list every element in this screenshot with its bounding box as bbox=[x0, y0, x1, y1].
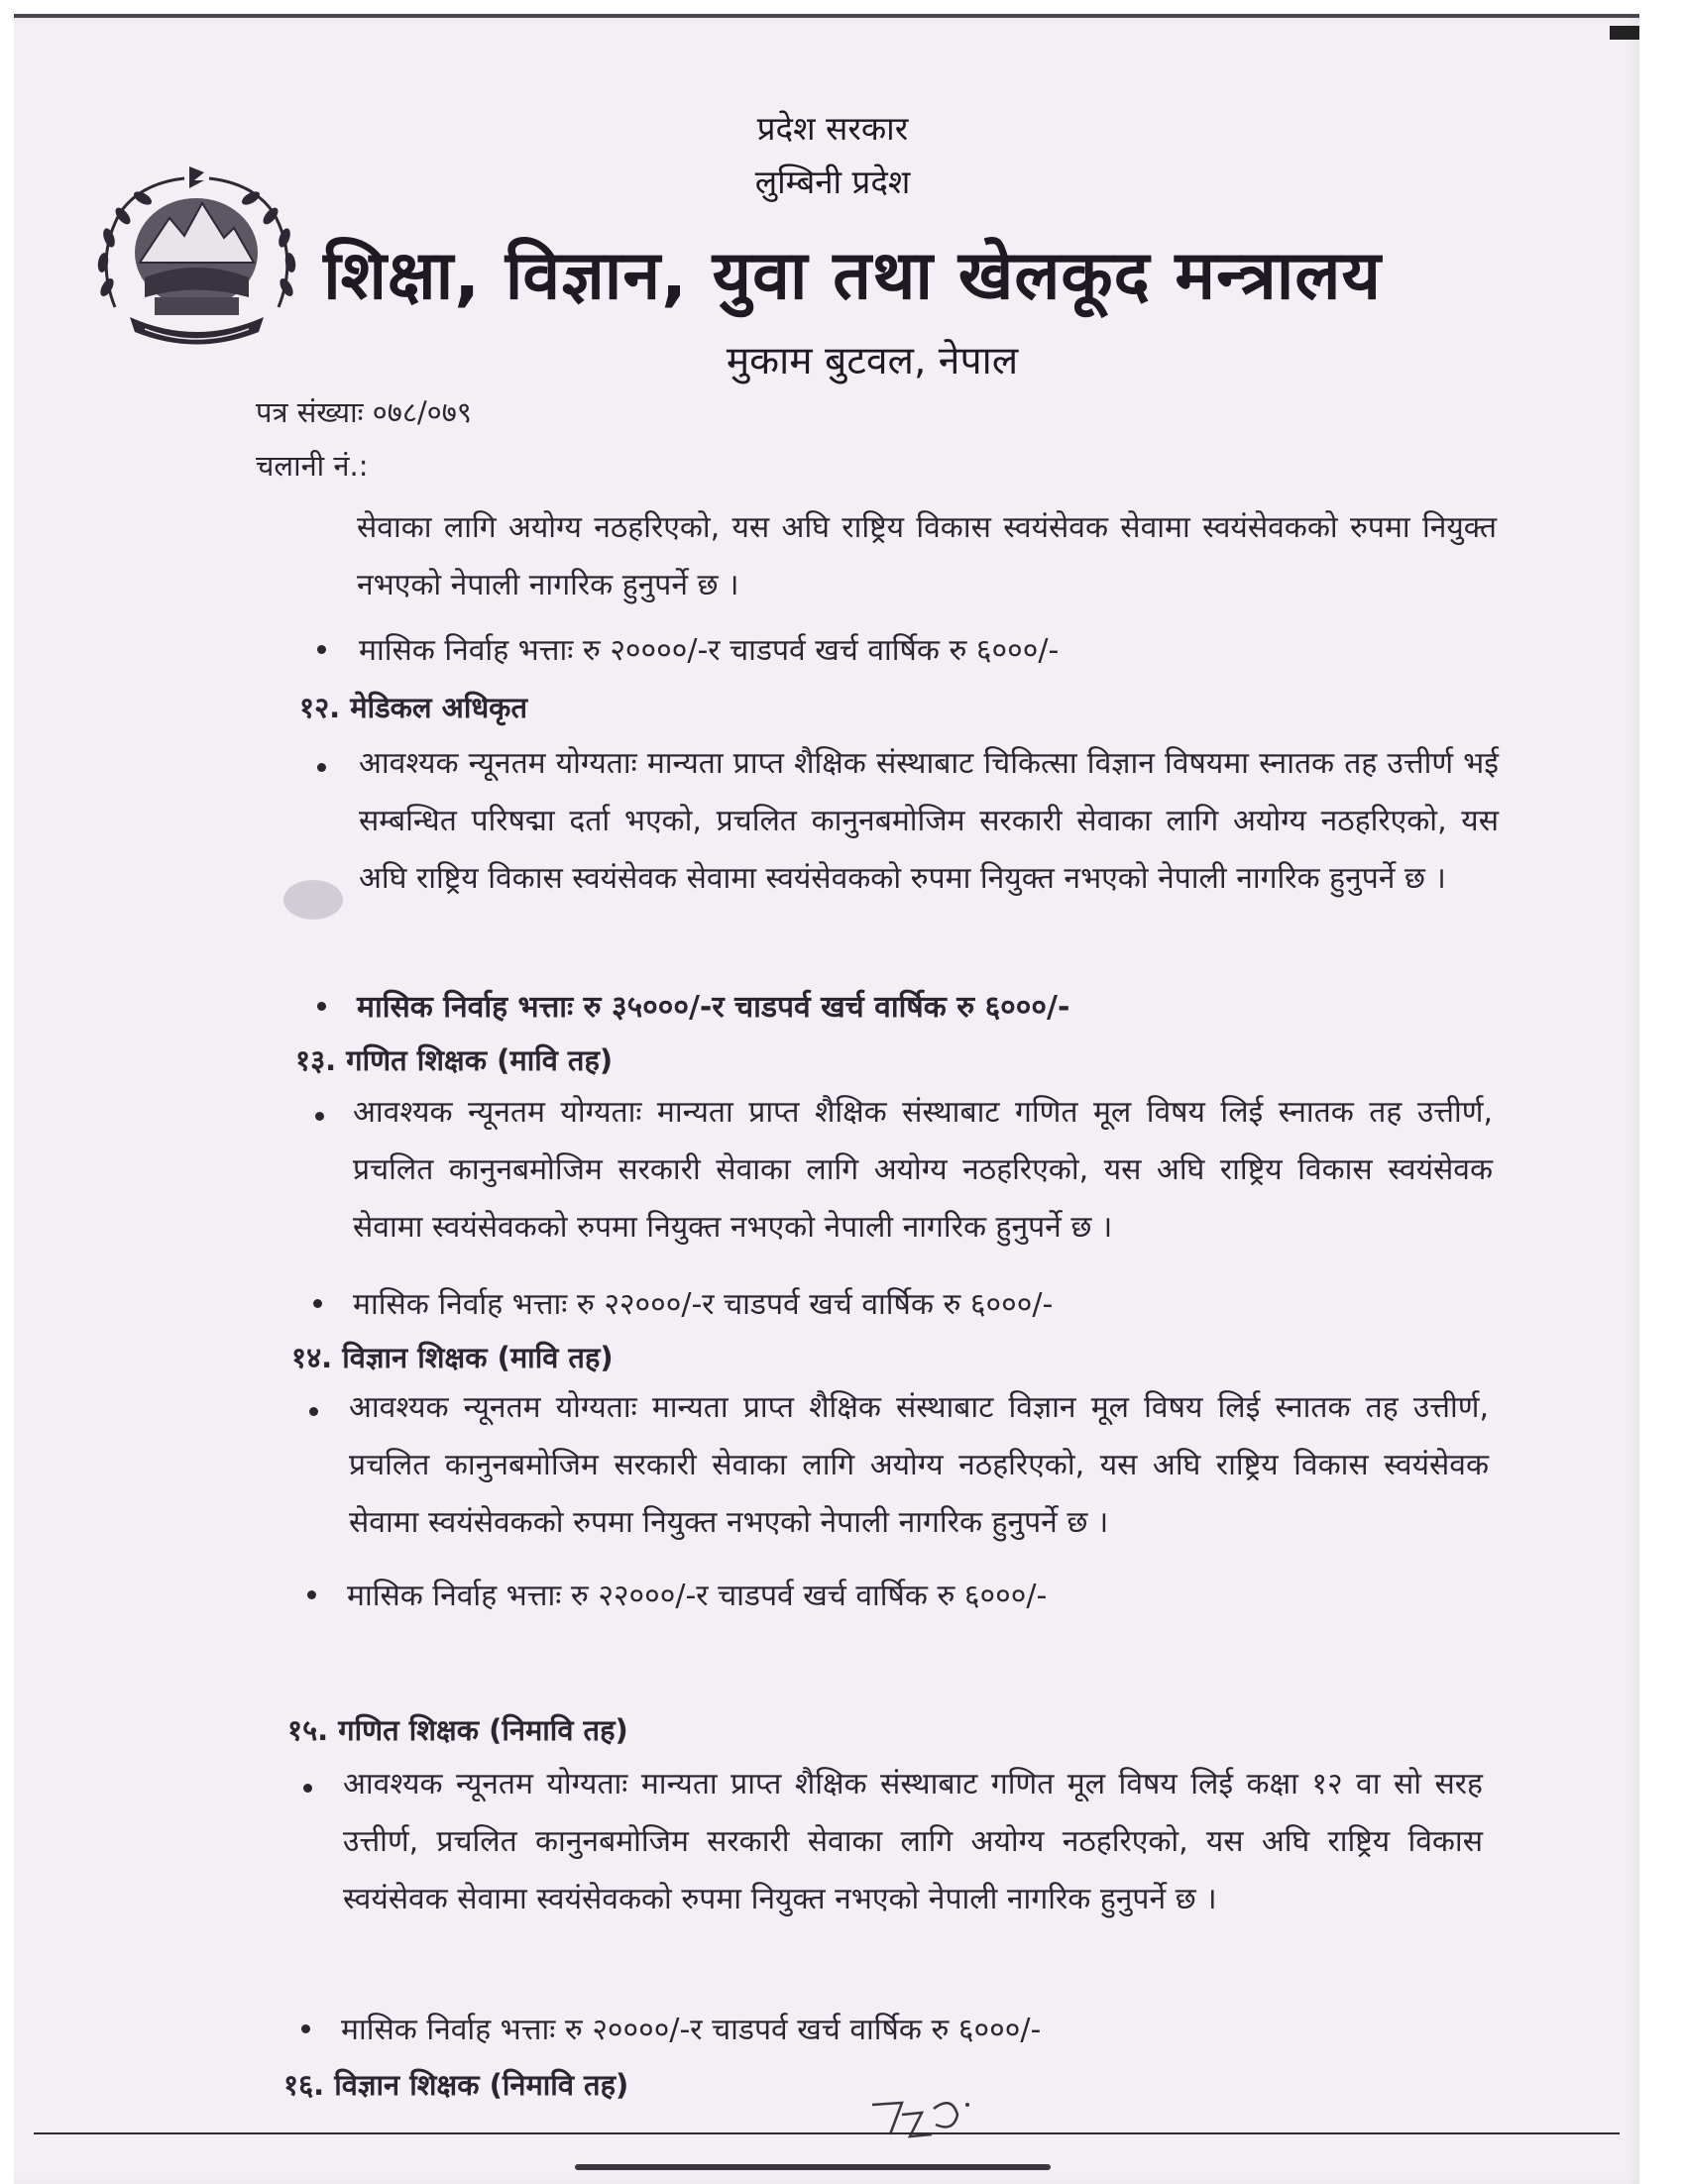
allowance-line: मासिक निर्वाह भत्ताः रु २२०००/-र चाडपर्व खर्च वार्षिक रु ६०००/- bbox=[353, 1287, 1054, 1322]
section-heading-15: १५. गणित शिक्षक (निमावि तह) bbox=[287, 1713, 628, 1747]
government-label: प्रदेश सरकार bbox=[756, 109, 909, 148]
section-qualification-13: आवश्यक न्यूनतम योग्यताः मान्यता प्राप्त शैक्षिक संस्थाबाट गणित मूल विषय लिई स्नातक तह उत्तीर्ण, प्रचलित कानुनबमोजिम सरकारी सेवाका लागि अयोग्य नठहरिएको, यस अघि राष्ट्रिय विकास स्वयंसेवक सेवामा स्वयंसेवकको रुपमा नियुक्त नभएको नेपाली नागरिक हुनुपर्ने छ । bbox=[353, 1095, 1493, 1245]
province-label: लुम्बिनी प्रदेश bbox=[754, 163, 911, 201]
section-qualification-15: आवश्यक न्यूनतम योग्यताः मान्यता प्राप्त शैक्षिक संस्थाबाट गणित मूल विषय लिई कक्षा १२ वा सो सरह उत्तीर्ण, प्रचलित कानुनबमोजिम सरकारी सेवाका लागि अयोग्य नठहरिएको, यस अघि राष्ट्रिय विकास स्वयंसेवक सेवामा स्वयंसेवकको रुपमा नियुक्त नभएको नेपाली नागरिक हुनुपर्ने छ । bbox=[343, 1767, 1483, 1916]
allowance-line: मासिक निर्वाह भत्ताः रु २२०००/-र चाडपर्व खर्च वार्षिक रु ६०००/- bbox=[347, 1579, 1048, 1613]
office-location: मुकाम बुटवल, नेपाल bbox=[726, 339, 1019, 383]
ministry-title: शिक्षा, विज्ञान, युवा तथा खेलकूद मन्त्रालय bbox=[323, 237, 1382, 315]
bullet bbox=[307, 1590, 316, 1599]
section-qualification-12: आवश्यक न्यूनतम योग्यताः मान्यता प्राप्त शैक्षिक संस्थाबाट चिकित्सा विज्ञान विषयमा स्नातक तह उत्तीर्ण भई सम्बन्धित परिषद्मा दर्ता भएको, प्रचलित कानुनबमोजिम सरकारी सेवाका लागि अयोग्य नठहरिएको, यस अघि राष्ट्रिय विकास स्वयंसेवक सेवामा स्वयंसेवकको रुपमा नियुक्त नभएको नेपाली नागरिक हुनुपर्ने छ । bbox=[359, 746, 1499, 896]
bullet bbox=[313, 1299, 322, 1308]
footer-rule bbox=[34, 2132, 1620, 2134]
allowance-line: मासिक निर्वाह भत्ताः रु ३५०००/-र चाडपर्व खर्च वार्षिक रु ६०००/- bbox=[357, 990, 1070, 1025]
section-heading-12: १२. मेडिकल अधिकृत bbox=[299, 691, 527, 724]
bullet bbox=[303, 1784, 312, 1793]
scan-edge-mark bbox=[1610, 26, 1639, 40]
letter-number: पत्र संख्याः ०७८/०७९ bbox=[256, 395, 472, 429]
handwritten-initials bbox=[862, 2085, 1011, 2144]
scan-smudge bbox=[283, 880, 343, 920]
section-heading-16: १६. विज्ञान शिक्षक (निमावि तह) bbox=[283, 2068, 629, 2102]
dispatch-number: चलानी नं.: bbox=[256, 449, 369, 483]
section-heading-14: १४. विज्ञान शिक्षक (मावि तह) bbox=[291, 1341, 614, 1374]
bullet bbox=[301, 2024, 310, 2033]
section-qualification-14: आवश्यक न्यूनतम योग्यताः मान्यता प्राप्त शैक्षिक संस्थाबाट विज्ञान मूल विषय लिई स्नातक तह उत्तीर्ण, प्रचलित कानुनबमोजिम सरकारी सेवाका लागि अयोग्य नठहरिएको, यस अघि राष्ट्रिय विकास स्वयंसेवक सेवामा स्वयंसेवकको रुपमा नियुक्त नभएको नेपाली नागरिक हुनुपर्ने छ । bbox=[349, 1390, 1489, 1540]
allowance-line: मासिक निर्वाह भत्ताः रु २००००/-र चाडपर्व खर्च वार्षिक रु ६०००/- bbox=[341, 2013, 1042, 2047]
continuation-text: सेवाका लागि अयोग्य नठहरिएको, यस अघि राष्ट्रिय विकास स्वयंसेवक सेवामा स्वयंसेवकको रुपमा नियुक्त नभएको नेपाली नागरिक हुनुपर्ने छ । bbox=[357, 510, 1497, 602]
bullet bbox=[317, 763, 326, 772]
bullet bbox=[317, 1002, 326, 1011]
bullet bbox=[317, 645, 326, 654]
section-heading-13: १३. गणित शिक्षक (मावि तह) bbox=[295, 1043, 614, 1077]
bullet bbox=[315, 1112, 324, 1121]
allowance-line: मासिक निर्वाह भत्ताः रु २००००/-र चाडपर्व खर्च वार्षिक रु ६०००/- bbox=[359, 633, 1060, 668]
bullet bbox=[309, 1407, 318, 1416]
footer-text-cropped bbox=[575, 2162, 1170, 2180]
